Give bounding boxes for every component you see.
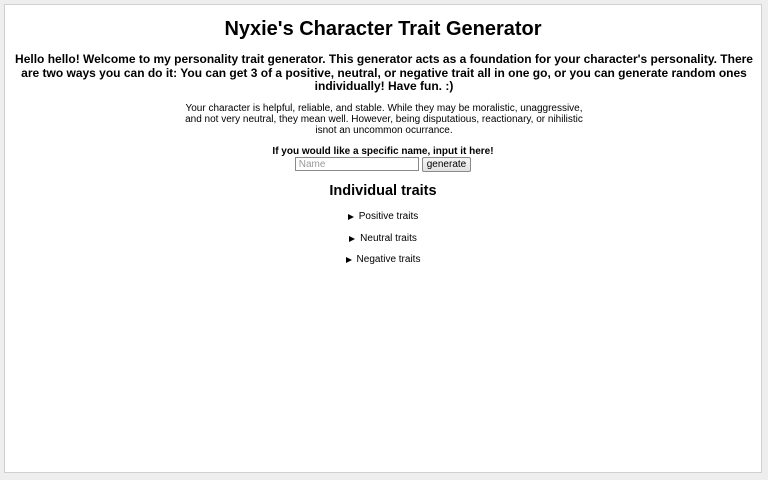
generate-button[interactable]: generate bbox=[422, 157, 471, 172]
name-prompt-label: If you would like a specific name, input it here! bbox=[272, 146, 494, 157]
negative-traits-toggle[interactable] bbox=[5, 254, 761, 266]
disclosure-triangle-icon bbox=[346, 257, 352, 263]
neutral-traits-label: Neutral traits bbox=[360, 232, 417, 244]
page-frame bbox=[4, 4, 762, 473]
neutral-traits-toggle[interactable] bbox=[5, 233, 761, 245]
positive-traits-toggle[interactable] bbox=[5, 211, 761, 223]
generated-description: Your character is helpful, reliable, and stable. While they may be moralistic, unaggressive, and not very neutral, they mean well. However, being disputatious, reactionary, or nihilistic isnot an uncommon ocurrance. bbox=[185, 103, 583, 136]
name-input[interactable] bbox=[295, 157, 419, 171]
disclosure-triangle-icon bbox=[348, 214, 354, 220]
intro-text: Hello hello! Welcome to my personality trait generator. This generator acts as a foundation for your character's personality. There are two ways you can do it: You can get 3 of a positive, neutral, or negative trait all in one go, or you can generate random ones individually! Have fun. :) bbox=[15, 52, 753, 93]
negative-traits-label: Negative traits bbox=[356, 254, 421, 265]
page-title: Nyxie's Character Trait Generator bbox=[224, 18, 542, 40]
disclosure-triangle-icon bbox=[349, 236, 355, 242]
positive-traits-label: Positive traits bbox=[358, 211, 419, 222]
individual-traits-heading: Individual traits bbox=[329, 183, 437, 199]
individual-traits-list bbox=[5, 211, 761, 276]
name-form bbox=[5, 156, 761, 172]
